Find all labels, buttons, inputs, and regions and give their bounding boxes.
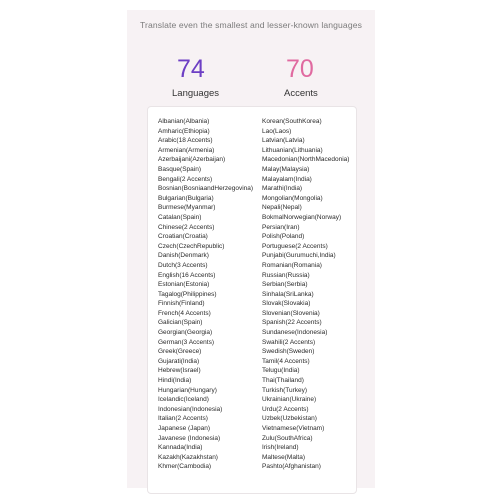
language-list-panel [147, 106, 357, 494]
language-list-item: BokmalNorwegian(Norway) [262, 213, 342, 221]
language-list-item: Uzbek(Uzbekistan) [262, 415, 317, 423]
language-list-item: Armenian(Armenia) [158, 146, 215, 154]
language-list-item: Georgian(Georgia) [158, 329, 213, 337]
language-list-item: Tamil(4 Accents) [262, 357, 310, 365]
accents-label: Accents [284, 88, 318, 99]
language-list-item: Tagalog(Philippines) [158, 290, 217, 298]
language-list-item: Spanish(22 Accents) [262, 319, 322, 327]
language-list-item: Arabic(18 Accents) [158, 137, 213, 145]
language-list-item: Nepali(Nepal) [262, 204, 302, 212]
language-list-item: Italian(2 Accents) [158, 415, 208, 423]
language-list-item: Lithuanian(Lithuania) [262, 146, 323, 154]
language-list-item: Maltese(Malta) [262, 453, 305, 461]
language-list-item: Telugu(India) [262, 367, 300, 375]
language-list-item: Sundanese(Indonesia) [262, 329, 328, 337]
language-list-item: Indonesian(Indonesia) [158, 405, 223, 413]
language-list-item: Chinese(2 Accents) [158, 223, 215, 231]
language-list-item: Pashto(Afghanistan) [262, 463, 321, 471]
language-list-item: Bulgarian(Bulgaria) [158, 194, 214, 202]
languages-count: 74 [177, 55, 205, 83]
language-list-item: Kannada(India) [158, 444, 203, 452]
language-list-item: Czech(CzechRepublic) [158, 242, 225, 250]
language-list-item: Slovak(Slovakia) [262, 300, 311, 308]
language-list-left-column [158, 117, 253, 472]
language-list-item: Vietnamese(Vietnam) [262, 425, 325, 432]
language-list-item: Kazakh(Kazakhstan) [158, 453, 218, 461]
language-list-item: Japanese (Japan) [158, 425, 211, 432]
language-list-item: Swahili(2 Accents) [262, 338, 316, 346]
language-list-item: Punjabi(Gurumuchi,India) [262, 252, 336, 260]
language-list-item: Estonian(Estonia) [158, 281, 210, 289]
language-list-item: Catalan(Spain) [158, 213, 202, 221]
language-list-item: Turkish(Turkey) [262, 386, 308, 394]
language-list-item: Irish(Ireland) [262, 444, 299, 452]
headline: Translate even the smallest and lesser-known languages [140, 20, 362, 30]
language-list-right-column [262, 117, 349, 472]
language-list-item: Marathi(India) [262, 185, 303, 193]
language-list-item: Hebrew(Israel) [158, 367, 201, 375]
language-list-item: Danish(Denmark) [158, 252, 209, 260]
language-list-item: Greek(Greece) [158, 348, 202, 356]
language-list-item: Serbian(Serbia) [262, 281, 308, 289]
language-list-item: Slovenian(Slovenia) [262, 309, 320, 317]
language-list-item: Romanian(Romania) [262, 261, 322, 269]
language-list-item: Finnish(Finland) [158, 300, 205, 308]
language-list-item: Dutch(3 Accents) [158, 261, 208, 269]
language-list-item: Javanese (Indonesia) [158, 434, 221, 442]
language-list-item: Persian(Iran) [262, 223, 300, 231]
language-list-item: Hungarian(Hungary) [158, 386, 217, 394]
language-list-item: Swedish(Sweden) [262, 348, 315, 356]
language-list-item: Malay(Malaysia) [262, 165, 310, 173]
language-list-item: Malayalam(India) [262, 175, 312, 183]
language-list-item: Latvian(Latvia) [262, 137, 305, 145]
soundwave-icon [211, 58, 287, 82]
language-list-item: Khmer(Cambodia) [158, 463, 212, 471]
language-list-item: Portuguese(2 Accents) [262, 242, 328, 250]
language-info-card [127, 10, 375, 488]
language-list-item: Sinhala(SriLanka) [262, 290, 314, 298]
language-list-item: Korean(SouthKorea) [262, 118, 322, 125]
language-list-item: Gujarati(India) [158, 357, 200, 365]
language-list-item: Burmese(Myanmar) [158, 204, 216, 212]
language-list-item: Amharic(Ethiopia) [158, 127, 210, 135]
language-list-item: Macedonian(NorthMacedonia) [262, 156, 350, 164]
language-list-item: Azerbaijani(Azerbaijan) [158, 156, 226, 164]
language-list-item: Mongolian(Mongolia) [262, 194, 323, 202]
language-list-item: Croatian(Croatia) [158, 233, 208, 241]
languages-label: Languages [172, 88, 220, 99]
language-list-item: German(3 Accents) [158, 338, 214, 346]
language-list-item: Icelandic(Iceland) [158, 396, 209, 404]
language-list-item: Lao(Laos) [262, 127, 292, 135]
language-list-item: Albanian(Albania) [158, 118, 210, 125]
accents-count: 70 [286, 55, 314, 83]
language-list-item: Galician(Spain) [158, 319, 203, 327]
language-list-item: English(16 Accents) [158, 271, 216, 279]
language-list-item: Zulu(SouthAfrica) [262, 434, 313, 442]
language-list-item: Ukrainian(Ukraine) [262, 396, 317, 404]
language-list-item: French(4 Accents) [158, 309, 211, 317]
language-list-item: Polish(Poland) [262, 233, 305, 241]
language-list-item: Thai(Thailand) [262, 377, 304, 385]
language-list-item: Basque(Spain) [158, 165, 201, 173]
language-list-item: Bengali(2 Accents) [158, 175, 213, 183]
language-list-item: Urdu(2 Accents) [262, 405, 309, 413]
language-list-item: Bosnian(BosniaandHerzegovina) [158, 185, 254, 193]
language-list-item: Russian(Russia) [262, 271, 310, 279]
language-list-item: Hindi(India) [158, 377, 192, 385]
